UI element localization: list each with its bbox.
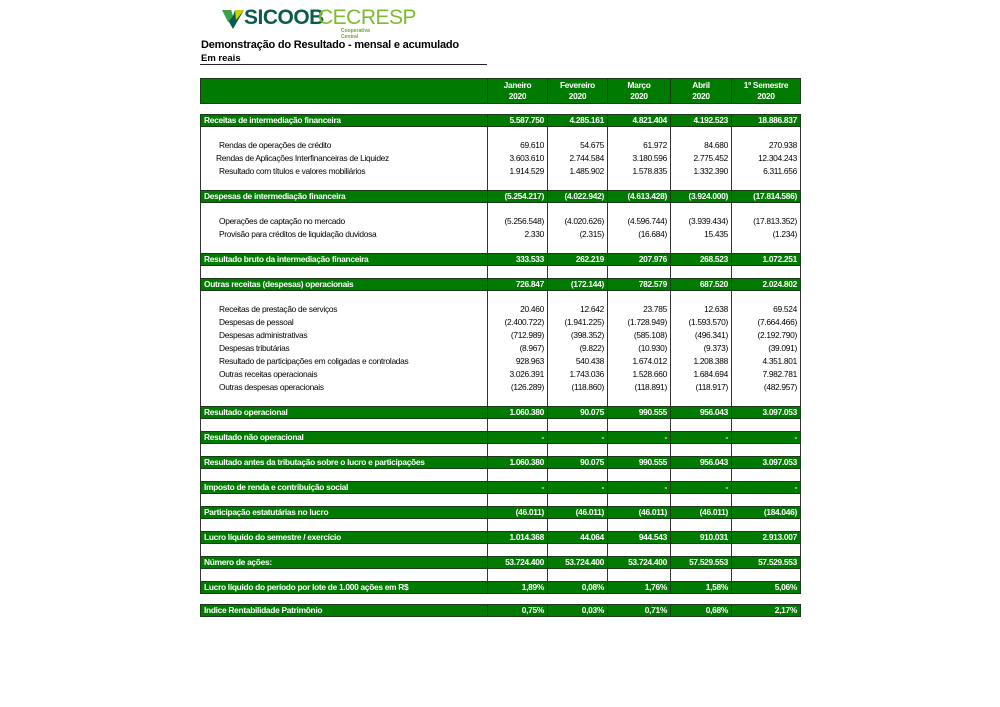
value-cell: (10.930) (608, 342, 671, 355)
item-row (201, 228, 801, 241)
value-cell: 956.043 (671, 407, 732, 419)
value-cell: (1.941.225) (548, 316, 608, 329)
value-cell: 1.485.902 (548, 165, 608, 178)
value-cell: (118.917) (671, 381, 732, 394)
value-cell: 1.208.388 (671, 355, 732, 368)
section-label: Receitas de intermediação financeira (201, 115, 488, 127)
value-cell: 90.075 (548, 457, 608, 469)
item-label: Outras despesas operacionais (201, 381, 488, 394)
header-row (201, 79, 801, 104)
blank-row (201, 178, 801, 191)
value-cell: (1.234) (732, 228, 801, 241)
value-cell: (496.341) (671, 329, 732, 342)
blank-row (201, 544, 801, 557)
document-subtitle: Em reais (201, 53, 241, 64)
value-cell: - (732, 482, 801, 494)
item-label: Despesas de pessoal (201, 316, 488, 329)
blank-row (201, 394, 801, 407)
sicoob-cecresp-logo (222, 6, 417, 40)
value-cell: 6.311.656 (732, 165, 801, 178)
value-cell: 54.675 (548, 139, 608, 152)
value-cell: 944.543 (608, 532, 671, 544)
value-cell: 53.724.400 (608, 557, 671, 569)
item-row (201, 303, 801, 316)
blank-row (201, 519, 801, 532)
value-cell: (39.091) (732, 342, 801, 355)
value-cell: (7.664.466) (732, 316, 801, 329)
header-month: Abril (692, 80, 710, 90)
item-row (201, 368, 801, 381)
value-cell: (46.011) (488, 507, 548, 519)
item-label: Rendas de Aplicações Interfinanceiras de Liquidez (201, 152, 488, 165)
value-cell: (712.989) (488, 329, 548, 342)
item-label: Despesas tributárias (201, 342, 488, 355)
header-col-semestre (732, 79, 801, 104)
value-cell: 69.610 (488, 139, 548, 152)
value-cell: 333.533 (488, 254, 548, 266)
section-label: Participação estatutárias no lucro (201, 507, 488, 519)
value-cell: 3.097.053 (732, 407, 801, 419)
value-cell: (184.046) (732, 507, 801, 519)
value-cell: - (548, 432, 608, 444)
value-cell: 53.724.400 (488, 557, 548, 569)
header-month: Janeiro (503, 80, 532, 90)
section-row-despesas (201, 191, 801, 203)
value-cell: (118.860) (548, 381, 608, 394)
header-year: 2020 (568, 91, 587, 101)
section-label: Resultado operacional (201, 407, 488, 419)
value-cell: 57.529.553 (671, 557, 732, 569)
value-cell: 4.192.523 (671, 115, 732, 127)
value-cell: 20.460 (488, 303, 548, 316)
value-cell: 928.963 (488, 355, 548, 368)
value-cell: 0,71% (608, 605, 671, 617)
section-row-imposto-renda (201, 482, 801, 494)
value-cell: - (608, 432, 671, 444)
item-row (201, 355, 801, 368)
value-cell: 4.285.161 (548, 115, 608, 127)
value-cell: 23.785 (608, 303, 671, 316)
section-label: Lucro líquido do período por lote de 1.000 ações em R$ (201, 582, 488, 594)
value-cell: 990.555 (608, 407, 671, 419)
income-statement-table (200, 78, 801, 617)
section-label: Indice Rentabilidade Patrimônio (201, 605, 488, 617)
value-cell: 7.982.781 (732, 368, 801, 381)
value-cell: (482.957) (732, 381, 801, 394)
value-cell: 1.014.368 (488, 532, 548, 544)
value-cell: 5,06% (732, 582, 801, 594)
blank-row (201, 291, 801, 304)
section-row-indice-rentabilidade (201, 605, 801, 617)
section-label: Despesas de intermediação financeira (201, 191, 488, 203)
value-cell: - (732, 432, 801, 444)
section-row-resultado-antes-tributacao (201, 457, 801, 469)
blank-row (201, 203, 801, 216)
blank-row (201, 469, 801, 482)
section-label: Resultado antes da tributação sobre o lucro e participações (201, 457, 488, 469)
section-row-outras-operacionais (201, 279, 801, 291)
value-cell: - (671, 432, 732, 444)
value-cell: 956.043 (671, 457, 732, 469)
item-row (201, 152, 801, 165)
value-cell: 2,17% (732, 605, 801, 617)
document-title: Demonstração do Resultado - mensal e acumulado (201, 39, 459, 51)
sicoob-logo-icon (222, 8, 244, 30)
header-year: 2020 (692, 91, 710, 101)
value-cell: 1.578.835 (608, 165, 671, 178)
value-cell: (4.596.744) (608, 215, 671, 228)
spacer-row (201, 104, 801, 115)
value-cell: - (608, 482, 671, 494)
section-row-resultado-nao-operacional (201, 432, 801, 444)
value-cell: 1.060.380 (488, 457, 548, 469)
value-cell: 1.914.529 (488, 165, 548, 178)
item-row (201, 342, 801, 355)
value-cell: 2.330 (488, 228, 548, 241)
value-cell: 0,03% (548, 605, 608, 617)
section-label: Resultado bruto da intermediação financeira (201, 254, 488, 266)
value-cell: 5.587.750 (488, 115, 548, 127)
value-cell: - (488, 432, 548, 444)
section-row-numero-acoes (201, 557, 801, 569)
spacer-row (201, 594, 801, 605)
item-row (201, 215, 801, 228)
value-cell: 3.026.391 (488, 368, 548, 381)
value-cell: 1.060.380 (488, 407, 548, 419)
section-row-lucro-por-lote (201, 582, 801, 594)
value-cell: 12.642 (548, 303, 608, 316)
item-label: Despesas administrativas (201, 329, 488, 342)
value-cell: 1.684.694 (671, 368, 732, 381)
value-cell: 69.524 (732, 303, 801, 316)
logo-tagline: Cooperativa Central (341, 28, 370, 40)
value-cell: (8.967) (488, 342, 548, 355)
item-label: Rendas de operações de crédito (201, 139, 488, 152)
item-label: Resultado com títulos e valores mobiliários (201, 165, 488, 178)
value-cell: (2.315) (548, 228, 608, 241)
blank-row (201, 127, 801, 140)
value-cell: 1.743.036 (548, 368, 608, 381)
value-cell: 90.075 (548, 407, 608, 419)
value-cell: 270.938 (732, 139, 801, 152)
value-cell: 2.744.584 (548, 152, 608, 165)
value-cell: 1.674.012 (608, 355, 671, 368)
item-label: Provisão para créditos de liquidação duvidosa (201, 228, 488, 241)
value-cell: (398.352) (548, 329, 608, 342)
item-label: Operações de captação no mercado (201, 215, 488, 228)
value-cell: 18.886.837 (732, 115, 801, 127)
value-cell: (9.373) (671, 342, 732, 355)
section-row-participacao-estatutaria (201, 507, 801, 519)
blank-row (201, 444, 801, 457)
value-cell: 4.821.404 (608, 115, 671, 127)
value-cell: - (671, 482, 732, 494)
logo-brand-secondary: CECRESP (318, 6, 417, 29)
value-cell: 1.528.660 (608, 368, 671, 381)
value-cell: 687.520 (671, 279, 732, 291)
value-cell: (4.022.942) (548, 191, 608, 203)
header-month: 1º Semestre (743, 80, 789, 90)
blank-row (201, 569, 801, 582)
value-cell: (2.192.790) (732, 329, 801, 342)
logo-brand-primary: SICOOB (244, 6, 324, 29)
value-cell: (2.400.722) (488, 316, 548, 329)
value-cell: 1,58% (671, 582, 732, 594)
item-label: Outras receitas operacionais (201, 368, 488, 381)
value-cell: 3.603.610 (488, 152, 548, 165)
value-cell: 540.438 (548, 355, 608, 368)
value-cell: 12.304.243 (732, 152, 801, 165)
section-label: Lucro líquido do semestre / exercício (201, 532, 488, 544)
value-cell: 268.523 (671, 254, 732, 266)
header-month: Fevereiro (559, 80, 595, 90)
item-row (201, 165, 801, 178)
value-cell: (126.289) (488, 381, 548, 394)
header-col-abril (671, 79, 732, 104)
value-cell: 910.031 (671, 532, 732, 544)
value-cell: 207.976 (608, 254, 671, 266)
section-row-receitas (201, 115, 801, 127)
header-col-fevereiro (548, 79, 608, 104)
value-cell: (3.924.000) (671, 191, 732, 203)
value-cell: 1,89% (488, 582, 548, 594)
item-label: Receitas de prestação de serviços (201, 303, 488, 316)
section-row-resultado-bruto (201, 254, 801, 266)
header-year: 2020 (508, 91, 527, 101)
value-cell: 1,76% (608, 582, 671, 594)
header-label-cell (201, 79, 488, 104)
value-cell: (5.254.217) (488, 191, 548, 203)
value-cell: (4.020.626) (548, 215, 608, 228)
value-cell: 1.072.251 (732, 254, 801, 266)
header-month: Março (627, 80, 651, 90)
item-row (201, 139, 801, 152)
value-cell: - (488, 482, 548, 494)
header-year: 2020 (630, 91, 648, 101)
section-label: Outras receitas (despesas) operacionais (201, 279, 488, 291)
blank-row (201, 494, 801, 507)
header-col-janeiro (488, 79, 548, 104)
item-row (201, 329, 801, 342)
section-label: Resultado não operacional (201, 432, 488, 444)
value-cell: (172.144) (548, 279, 608, 291)
value-cell: 726.847 (488, 279, 548, 291)
blank-row (201, 266, 801, 279)
value-cell: 262.219 (548, 254, 608, 266)
value-cell: 2.024.802 (732, 279, 801, 291)
section-row-resultado-operacional (201, 407, 801, 419)
value-cell: 0,08% (548, 582, 608, 594)
value-cell: (16.684) (608, 228, 671, 241)
value-cell: 84.680 (671, 139, 732, 152)
value-cell: 53.724.400 (548, 557, 608, 569)
value-cell: 990.555 (608, 457, 671, 469)
item-row (201, 381, 801, 394)
value-cell: (17.813.352) (732, 215, 801, 228)
section-row-lucro-liquido (201, 532, 801, 544)
value-cell: (118.891) (608, 381, 671, 394)
value-cell: 0,68% (671, 605, 732, 617)
value-cell: 61.972 (608, 139, 671, 152)
value-cell: (1.728.949) (608, 316, 671, 329)
value-cell: 12.638 (671, 303, 732, 316)
value-cell: 44.064 (548, 532, 608, 544)
value-cell: 3.097.053 (732, 457, 801, 469)
value-cell: (5.256.548) (488, 215, 548, 228)
header-year: 2020 (757, 91, 775, 101)
value-cell: (17.814.586) (732, 191, 801, 203)
value-cell: 2.775.452 (671, 152, 732, 165)
value-cell: (1.593.570) (671, 316, 732, 329)
value-cell: (9.822) (548, 342, 608, 355)
value-cell: 4.351.801 (732, 355, 801, 368)
value-cell: (3.939.434) (671, 215, 732, 228)
section-label: Imposto de renda e contribuição social (201, 482, 488, 494)
value-cell: (46.011) (671, 507, 732, 519)
title-divider (200, 64, 487, 65)
value-cell: 782.579 (608, 279, 671, 291)
header-col-marco (608, 79, 671, 104)
value-cell: (46.011) (608, 507, 671, 519)
value-cell: (585.108) (608, 329, 671, 342)
section-label: Número de ações: (201, 557, 488, 569)
blank-row (201, 419, 801, 432)
value-cell: - (548, 482, 608, 494)
value-cell: (4.613.428) (608, 191, 671, 203)
value-cell: 3.180.596 (608, 152, 671, 165)
value-cell: 0,75% (488, 605, 548, 617)
value-cell: 2.913.007 (732, 532, 801, 544)
blank-row (201, 241, 801, 254)
value-cell: 57.529.553 (732, 557, 801, 569)
value-cell: 1.332.390 (671, 165, 732, 178)
item-label: Resultado de participações em coligadas e controladas (201, 355, 488, 368)
value-cell: (46.011) (548, 507, 608, 519)
value-cell: 15.435 (671, 228, 732, 241)
item-row (201, 316, 801, 329)
